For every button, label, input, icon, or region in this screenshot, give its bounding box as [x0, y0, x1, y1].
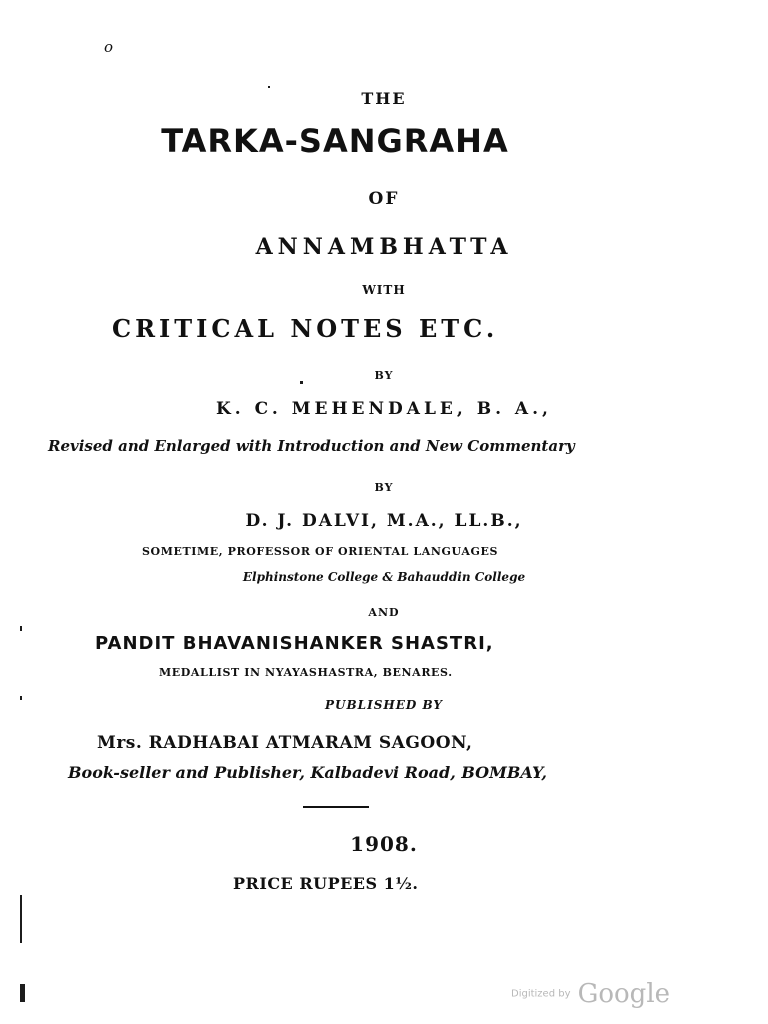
subtitle-notes: CRITICAL NOTES ETC. [112, 314, 499, 343]
medallist-line: MEDALLIST IN NYAYASHASTRA, BENARES. [159, 666, 453, 679]
divider-rule [303, 806, 369, 808]
and-label: AND [368, 606, 400, 619]
scan-speck [20, 895, 22, 943]
title-with: WITH [362, 283, 406, 297]
publisher-address: Book-seller and Publisher, Kalbadevi Road, BOMBAY, [68, 763, 547, 782]
publisher-name: Mrs. RADHABAI ATMARAM SAGOON, [97, 733, 473, 753]
price-line: PRICE RUPEES 1½. [233, 874, 419, 893]
published-by-label: PUBLISHED BY [325, 698, 443, 712]
scan-speck [20, 626, 22, 631]
original-author: ANNAMBHATTA [255, 234, 513, 260]
scan-speck [20, 984, 25, 1002]
by-label: BY [374, 369, 394, 382]
margin-mark: o [104, 38, 114, 56]
scan-speck [268, 86, 270, 88]
second-editor: D. J. DALVI, M.A., LL.B., [245, 511, 523, 531]
professor-title: SOMETIME, PROFESSOR OF ORIENTAL LANGUAGES [142, 545, 499, 558]
third-editor: PANDIT BHAVANISHANKER SHASTRI, [95, 633, 494, 654]
colleges-line: Elphinstone College & Bahauddin College [242, 570, 526, 584]
revision-note: Revised and Enlarged with Introduction and New Commentary [48, 437, 575, 455]
book-title: TARKA-SANGRAHA [161, 122, 509, 160]
scan-speck [300, 381, 303, 384]
digitized-watermark [511, 979, 670, 1009]
digitized-by-text: Digitized by [511, 988, 571, 1000]
google-logo: Google [577, 979, 671, 1009]
by-label-second: BY [374, 481, 394, 494]
scan-speck [20, 696, 22, 700]
first-editor: K. C. MEHENDALE, B. A., [216, 399, 552, 419]
title-of: OF [368, 189, 400, 209]
publication-year: 1908. [350, 832, 418, 856]
title-article: THE [361, 89, 407, 108]
